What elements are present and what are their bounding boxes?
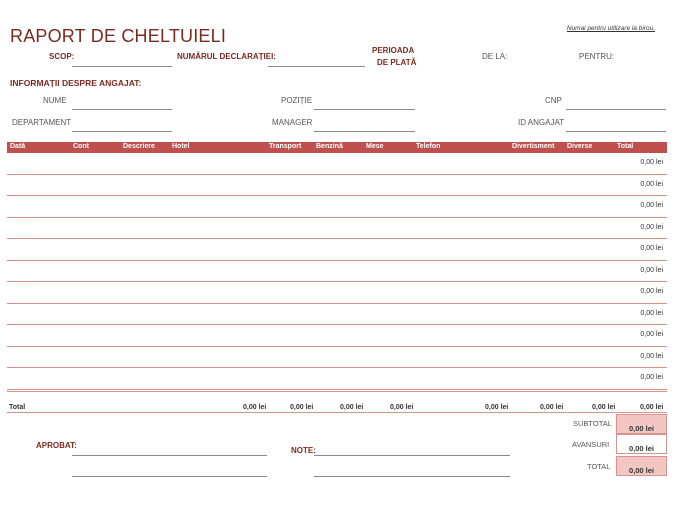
row-total: 0,00 lei xyxy=(640,288,663,295)
scop-field[interactable] xyxy=(72,66,172,67)
table-row[interactable] xyxy=(7,218,667,239)
grand-total-label: TOTAL xyxy=(587,462,611,471)
total-entertainment: 0,00 lei xyxy=(485,404,509,411)
position-label: POZIȚIE xyxy=(281,96,313,105)
table-row[interactable] xyxy=(7,368,667,390)
report-title: RAPORT DE CHELTUIELI xyxy=(10,26,227,46)
col-hotel: Hotel xyxy=(172,143,190,150)
advances-input[interactable]: 0,00 lei xyxy=(616,434,667,454)
cnp-label: CNP xyxy=(545,96,562,105)
col-misc: Diverse xyxy=(567,143,593,150)
approved-label: APROBAT: xyxy=(36,441,77,450)
table-row[interactable] xyxy=(7,325,667,347)
to-label: PENTRU: xyxy=(579,52,615,61)
table-row[interactable] xyxy=(7,282,667,304)
col-meals: Mese xyxy=(366,143,384,150)
declaration-number-field[interactable] xyxy=(268,66,365,67)
total-misc: 0,00 lei xyxy=(540,404,564,411)
office-use-note: Numai pentru utilizare la birou. xyxy=(566,25,655,32)
employee-id-field[interactable] xyxy=(566,131,666,132)
expense-table-header xyxy=(7,142,667,153)
employee-info-heading: INFORMAȚII DESPRE ANGAJAT: xyxy=(10,78,142,88)
row-total: 0,00 lei xyxy=(640,224,663,231)
row-total: 0,00 lei xyxy=(640,310,663,317)
table-row[interactable] xyxy=(7,261,667,282)
approved-signature-line-2[interactable] xyxy=(72,476,267,477)
pay-period-label-line2: DE PLATĂ xyxy=(377,58,417,67)
table-row[interactable] xyxy=(7,239,667,261)
col-account: Cont xyxy=(73,143,89,150)
advances-label: AVANSURI xyxy=(572,440,610,449)
row-total: 0,00 lei xyxy=(640,353,663,360)
department-label: DEPARTAMENT xyxy=(12,118,72,127)
table-row[interactable] xyxy=(7,175,667,196)
subtotal-label: SUBTOTAL xyxy=(573,419,612,428)
subtotal-value: 0,00 lei xyxy=(616,414,667,434)
col-description: Descriere xyxy=(123,143,155,150)
row-total: 0,00 lei xyxy=(640,159,663,166)
notes-label: NOTE: xyxy=(291,446,316,455)
total-fuel: 0,00 lei xyxy=(340,404,364,411)
col-phone: Telefon xyxy=(416,143,441,150)
table-row[interactable] xyxy=(7,196,667,218)
row-total: 0,00 lei xyxy=(640,331,663,338)
col-total: Total xyxy=(617,143,634,150)
row-total: 0,00 lei xyxy=(640,374,663,381)
declaration-number-label: NUMĂRUL DECLARAȚIEI: xyxy=(177,52,276,61)
employee-id-label: ID ANGAJAT xyxy=(518,118,565,127)
name-field[interactable] xyxy=(72,109,172,110)
total-meals: 0,00 lei xyxy=(390,404,414,411)
row-total: 0,00 lei xyxy=(640,202,663,209)
row-total: 0,00 lei xyxy=(640,267,663,274)
cnp-field[interactable] xyxy=(566,109,666,110)
notes-line-2[interactable] xyxy=(314,476,510,477)
total-hotel: 0,00 lei xyxy=(243,404,267,411)
manager-label: MANAGER xyxy=(272,118,313,127)
approved-signature-line[interactable] xyxy=(72,455,267,456)
col-fuel: Benzină xyxy=(316,143,343,150)
from-label: DE LA: xyxy=(482,52,508,61)
col-transport: Transport xyxy=(269,143,302,150)
department-field[interactable] xyxy=(72,131,172,132)
col-date: Dată xyxy=(10,143,26,150)
scop-label: SCOP: xyxy=(49,52,75,61)
col-entertainment: Divertisment xyxy=(512,143,555,150)
position-field[interactable] xyxy=(314,109,415,110)
totals-row xyxy=(7,391,667,413)
total-column-a: 0,00 lei xyxy=(592,404,616,411)
pay-period-label-line1: PERIOADA xyxy=(372,46,415,55)
total-column-b: 0,00 lei xyxy=(640,404,664,411)
row-total: 0,00 lei xyxy=(640,245,663,252)
totals-label: Total xyxy=(9,404,26,411)
notes-line-1[interactable] xyxy=(314,455,510,456)
table-row[interactable] xyxy=(7,153,667,175)
grand-total-value: 0,00 lei xyxy=(616,456,667,476)
total-transport: 0,00 lei xyxy=(290,404,314,411)
table-row[interactable] xyxy=(7,304,667,325)
table-row[interactable] xyxy=(7,347,667,368)
row-total: 0,00 lei xyxy=(640,181,663,188)
name-label: NUME xyxy=(43,96,67,105)
manager-field[interactable] xyxy=(314,131,415,132)
